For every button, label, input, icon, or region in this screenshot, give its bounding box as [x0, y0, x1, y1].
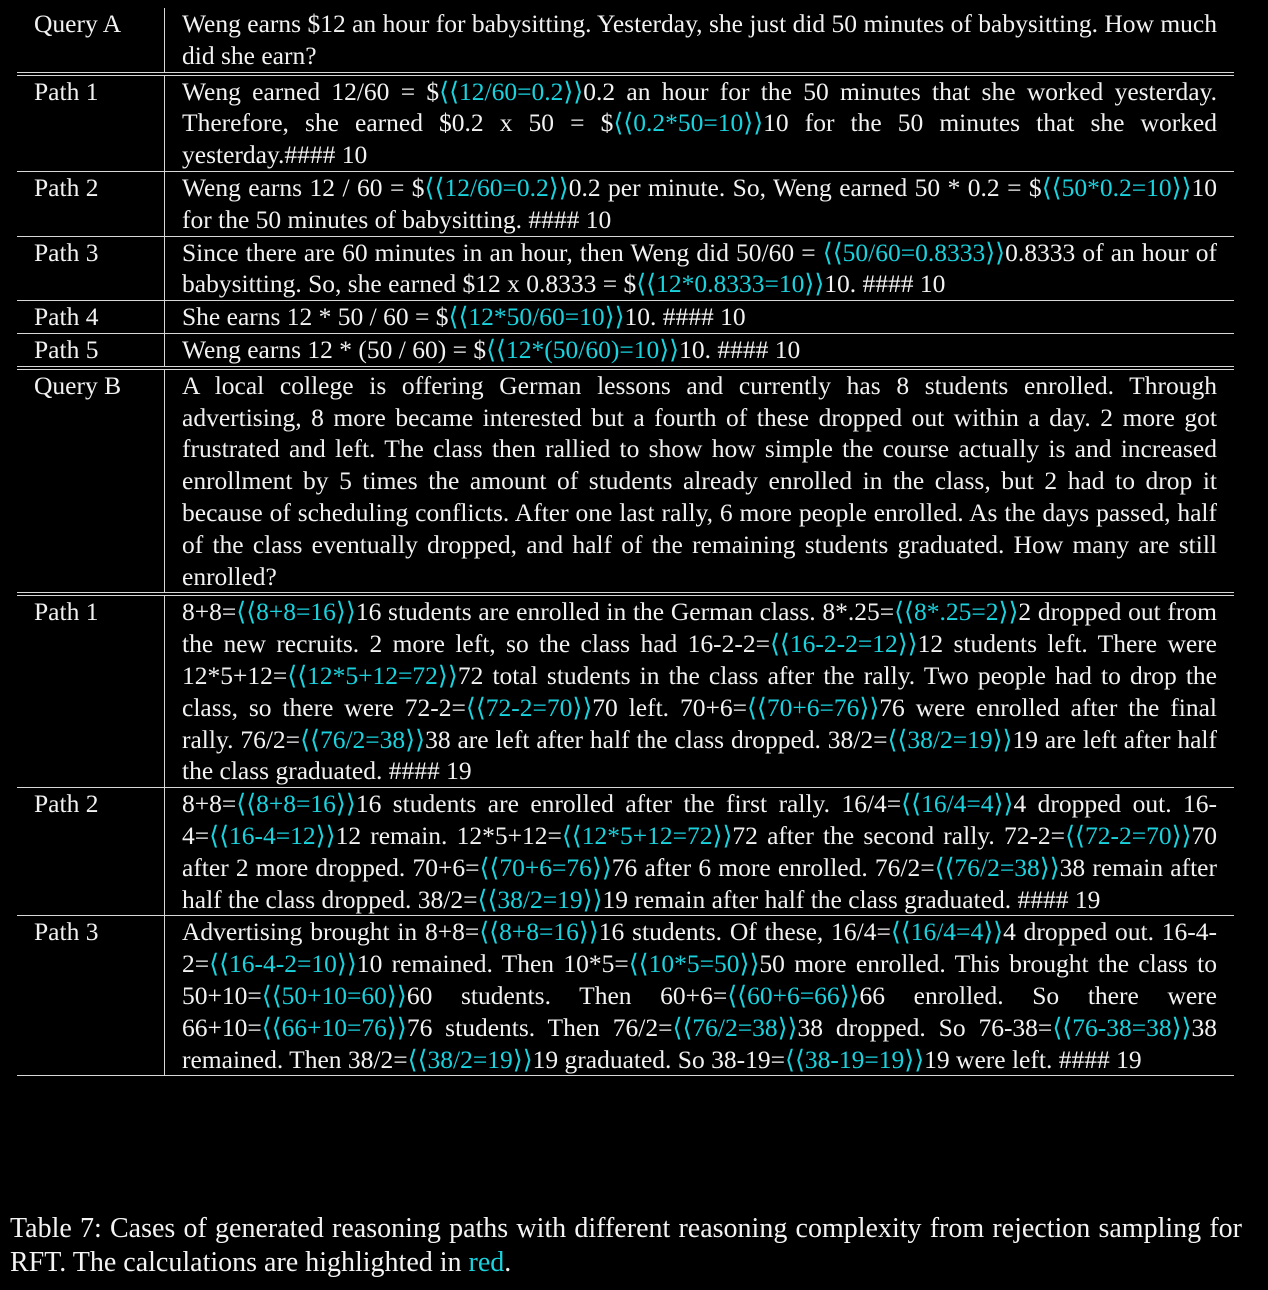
text-segment: 70 left. 70+6= — [592, 692, 747, 722]
text-segment: 38 dropped. So 76-38= — [797, 1012, 1053, 1042]
calculation-annotation: ⟨⟨60+6=66⟩⟩ — [727, 980, 860, 1010]
text-segment: 38 remain after half the class dropped. 38/2= — [182, 852, 1217, 914]
text-segment: 76 after 6 more enrolled. 76/2= — [611, 852, 935, 882]
text-segment: 76 were enrolled after the final rally. 76/2= — [182, 692, 1217, 754]
text-segment: 12 students left. There were 12*5+12= — [182, 629, 1217, 690]
text-segment: 70 after 2 more dropped. 70+6= — [182, 820, 1217, 882]
calculation-annotation: ⟨⟨16-4=12⟩⟩ — [209, 820, 336, 850]
row-label: Path 3 — [17, 916, 165, 1075]
caption-end: . — [504, 1247, 512, 1278]
calculation-annotation: ⟨⟨16/4=4⟩⟩ — [890, 917, 1004, 947]
text-segment: Since there are 60 minutes in an hour, then Weng did 50/60 = — [182, 237, 823, 267]
row-text — [165, 788, 1234, 915]
text-segment: 60 students. Then 60+6= — [406, 980, 728, 1010]
table-bottom-rule — [17, 1075, 1234, 1076]
calculation-annotation: ⟨⟨8*.25=2⟩⟩ — [894, 597, 1019, 627]
row-text — [165, 301, 1234, 333]
calculation-annotation: ⟨⟨16-2-2=12⟩⟩ — [769, 629, 918, 659]
row-text — [165, 237, 1234, 301]
row-label: Path 4 — [17, 301, 165, 333]
text-segment: 12 remain. 12*5+12= — [335, 820, 562, 850]
text-segment: Weng earns $12 an hour for babysitting. Yesterday, she just did 50 minutes of babysitting. How much did she earn? — [182, 9, 1217, 70]
text-segment: 19 remain after half the class graduated. #### 19 — [602, 884, 1101, 914]
calculation-annotation: ⟨⟨12/60=0.2⟩⟩ — [439, 76, 584, 106]
text-segment: 16 students are enrolled in the German class. 8*.25= — [355, 597, 895, 627]
text-segment: 50 more enrolled. This brought the class to 50+10= — [182, 949, 1217, 1010]
calculation-annotation: ⟨⟨50/60=0.8333⟩⟩ — [822, 237, 1006, 267]
text-segment: 72 total students in the class after the rally. Two people had to drop the class, so there were 72-2= — [182, 660, 1217, 722]
row-label: Path 5 — [17, 334, 165, 366]
table-row — [17, 592, 1234, 787]
text-segment: 19 graduated. So 38-19= — [532, 1044, 785, 1074]
row-text — [165, 8, 1234, 72]
calculation-annotation: ⟨⟨72-2=70⟩⟩ — [1065, 820, 1192, 850]
text-segment: 0.8333 of an hour of babysitting. So, she earned $12 x 0.8333 = $ — [182, 237, 1217, 299]
text-segment: 0.2 per minute. So, Weng earned 50 * 0.2 = $ — [568, 172, 1042, 202]
row-text — [165, 334, 1234, 366]
text-segment: 16 students. Of these, 16/4= — [598, 917, 891, 947]
calculation-annotation: ⟨⟨70+6=76⟩⟩ — [479, 852, 612, 882]
calculation-annotation: ⟨⟨38/2=19⟩⟩ — [887, 724, 1013, 754]
calculation-annotation: ⟨⟨12/60=0.2⟩⟩ — [424, 172, 569, 202]
calculation-annotation: ⟨⟨16-4-2=10⟩⟩ — [209, 949, 357, 979]
text-segment: 19 are left after half the class graduated. #### 19 — [182, 724, 1217, 786]
table-row — [17, 915, 1234, 1075]
text-segment: 10 remained. Then 10*5= — [356, 949, 629, 979]
calculation-annotation: ⟨⟨8+8=16⟩⟩ — [236, 789, 356, 819]
table-row — [17, 236, 1234, 301]
calculation-annotation: ⟨⟨76/2=38⟩⟩ — [300, 724, 426, 754]
text-segment: 19 were left. #### 19 — [924, 1044, 1142, 1074]
row-label: Path 1 — [17, 76, 165, 171]
text-segment: She earns 12 * 50 / 60 = $ — [182, 302, 449, 332]
calculation-annotation: ⟨⟨38/2=19⟩⟩ — [407, 1044, 533, 1074]
calculation-annotation: ⟨⟨12*0.8333=10⟩⟩ — [636, 269, 825, 299]
text-segment: 10. #### 10 — [679, 334, 801, 364]
calculation-annotation: ⟨⟨12*5+12=72⟩⟩ — [287, 660, 458, 690]
text-segment: 10 for the 50 minutes that she worked yesterday.#### 10 — [182, 108, 1218, 170]
calculation-annotation: ⟨⟨0.2*50=10⟩⟩ — [613, 108, 764, 138]
calculation-annotation: ⟨⟨76/2=38⟩⟩ — [672, 1012, 798, 1042]
calculation-annotation: ⟨⟨76-38=38⟩⟩ — [1052, 1012, 1192, 1042]
text-segment: 10 for the 50 minutes of babysitting. #### 10 — [182, 172, 1217, 234]
text-segment: 8+8= — [182, 597, 237, 627]
calculation-annotation: ⟨⟨70+6=76⟩⟩ — [746, 692, 880, 722]
table-row — [17, 366, 1234, 593]
text-segment: 2 dropped out from the new recruits. 2 more left, so the class had 16-2-2= — [182, 597, 1217, 659]
row-text — [165, 76, 1234, 171]
calculation-annotation: ⟨⟨8+8=16⟩⟩ — [479, 917, 599, 947]
text-segment: Weng earned 12/60 = $ — [182, 76, 440, 106]
text-segment: 4 dropped out. 16-4= — [182, 789, 1218, 850]
text-segment: 76 students. Then 76/2= — [406, 1012, 673, 1042]
calculation-annotation: ⟨⟨50*0.2=10⟩⟩ — [1041, 172, 1192, 202]
table-row — [17, 787, 1234, 915]
calculation-annotation: ⟨⟨12*50/60=10⟩⟩ — [448, 302, 625, 332]
text-segment: Weng earns 12 / 60 = $ — [182, 172, 425, 202]
row-label: Path 3 — [17, 237, 165, 301]
row-label: Path 2 — [17, 172, 165, 236]
text-segment: 4 dropped out. 16-4-2= — [182, 917, 1217, 979]
row-text — [165, 172, 1234, 236]
text-segment: Weng earns 12 * (50 / 60) = $ — [182, 334, 487, 364]
table-row — [17, 72, 1234, 171]
table-row — [17, 8, 1234, 72]
row-text — [165, 916, 1234, 1075]
calculation-annotation: ⟨⟨50+10=60⟩⟩ — [261, 980, 407, 1010]
calculation-annotation: ⟨⟨12*5+12=72⟩⟩ — [561, 820, 733, 850]
row-text — [165, 596, 1234, 787]
calculation-annotation: ⟨⟨10*5=50⟩⟩ — [628, 949, 760, 979]
calculation-annotation: ⟨⟨16/4=4⟩⟩ — [901, 789, 1014, 819]
row-label: Query B — [17, 370, 165, 593]
table-row — [17, 333, 1234, 366]
caption-text: Table 7: Cases of generated reasoning paths with different reasoning complexity from rejection sampling for RFT. The calculations are highlighted in — [10, 1213, 1242, 1278]
calculation-annotation: ⟨⟨72-2=70⟩⟩ — [465, 692, 593, 722]
calculation-annotation: ⟨⟨38/2=19⟩⟩ — [477, 884, 603, 914]
text-segment: 38 remained. Then 38/2= — [182, 1012, 1217, 1074]
table-caption — [10, 1212, 1242, 1280]
row-text — [165, 370, 1234, 593]
row-label: Path 1 — [17, 596, 165, 787]
caption-highlight-word: red — [468, 1247, 505, 1278]
row-label: Query A — [17, 8, 165, 72]
calculation-annotation: ⟨⟨38-19=19⟩⟩ — [785, 1044, 925, 1074]
row-label: Path 2 — [17, 788, 165, 915]
calculation-annotation: ⟨⟨8+8=16⟩⟩ — [236, 597, 356, 627]
text-segment: 72 after the second rally. 72-2= — [732, 820, 1066, 850]
calculation-annotation: ⟨⟨12*(50/60)=10⟩⟩ — [486, 334, 680, 364]
text-segment: A local college is offering German lessons and currently has 8 students enrolled. Through advertising, 8 more became interested but a fourth of these dropped out within a day. 2 more got frustrated and left. The class then rallied to show how simple the course actually is and increased enrollment by 5 times the amount of students already enrolled in the class, but 2 had to drop it because of scheduling conflicts. After one last rally, 6 more people enrolled. As the days passed, half of the class eventually dropped, and half of the remaining students graduated. How many are still enrolled? — [182, 370, 1217, 591]
text-segment: 66 enrolled. So there were 66+10= — [182, 980, 1217, 1042]
table-row — [17, 300, 1234, 333]
text-segment: 0.2 an hour for the 50 minutes that she worked yesterday. Therefore, she earned $0.2 x 50 = $ — [182, 76, 1217, 138]
calculation-annotation: ⟨⟨76/2=38⟩⟩ — [934, 852, 1060, 882]
table-body — [17, 8, 1234, 1075]
text-segment: 38 are left after half the class dropped. 38/2= — [425, 724, 888, 754]
calculation-annotation: ⟨⟨66+10=76⟩⟩ — [261, 1012, 407, 1042]
text-segment: 10. #### 10 — [624, 302, 746, 332]
text-segment: 8+8= — [182, 789, 237, 819]
text-segment: Advertising brought in 8+8= — [182, 917, 480, 947]
text-segment: 16 students are enrolled after the first rally. 16/4= — [355, 789, 902, 819]
reasoning-paths-table — [17, 8, 1234, 1076]
table-row — [17, 171, 1234, 236]
text-segment: 10. #### 10 — [824, 269, 946, 299]
